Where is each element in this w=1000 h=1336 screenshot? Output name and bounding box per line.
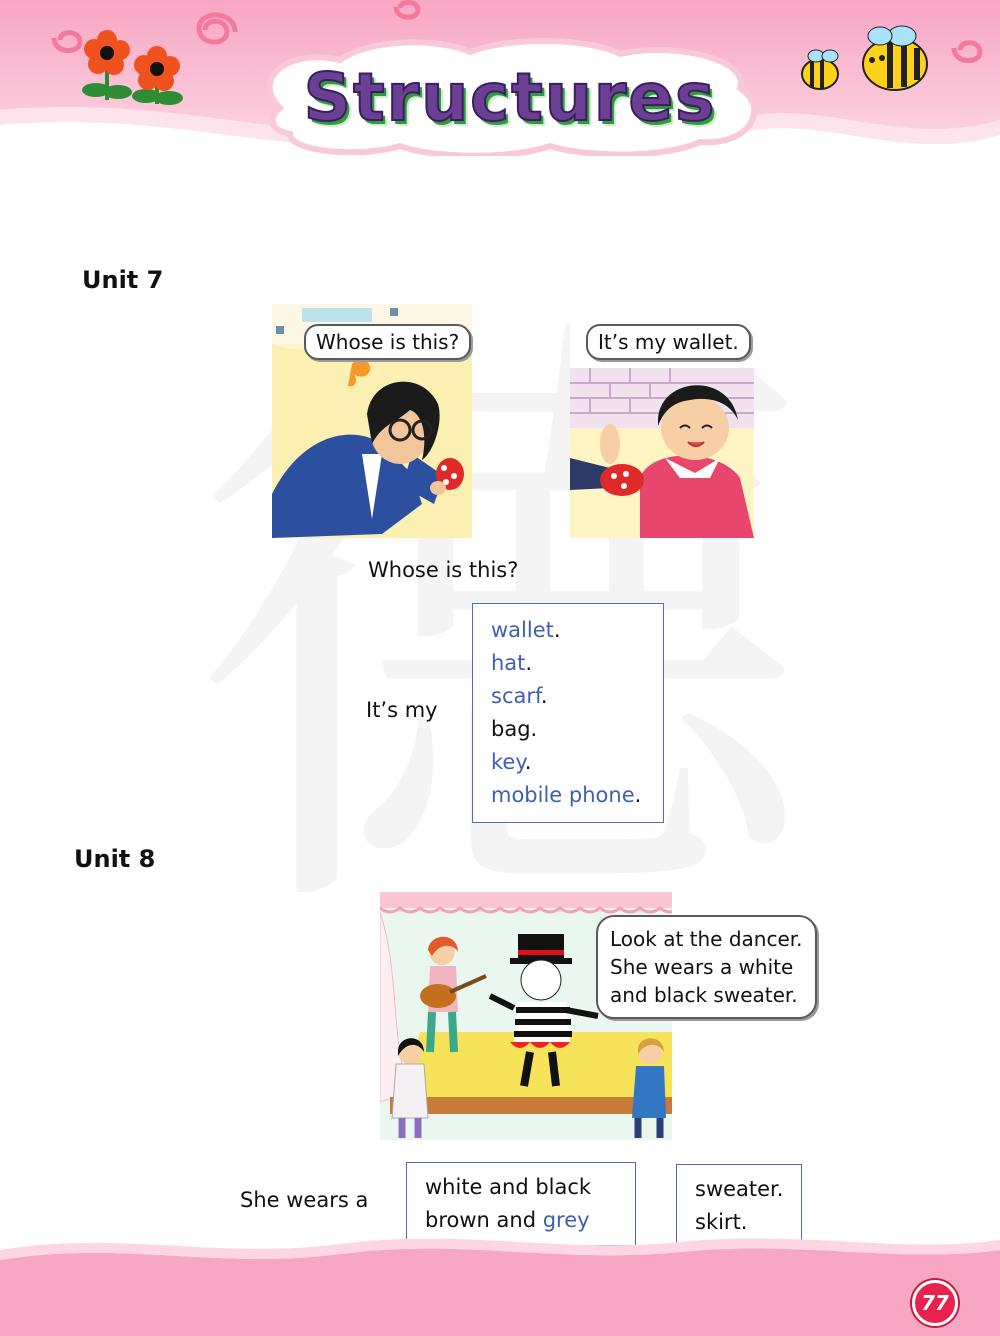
sentence-stem-she-wears-a: She wears a [240,1188,369,1212]
speech-bubble-its-my-wallet: It’s my wallet. [586,324,751,360]
footer-banner [0,1230,1000,1336]
substitution-box-possessions [472,603,664,823]
option-hat: hat. [491,651,533,675]
option-bag: bag. [491,717,538,741]
option-mobile-phone: mobile phone. [491,783,642,807]
page-title: Structures [303,58,717,136]
unit-8-heading: Unit 8 [74,845,156,873]
unit-7-heading: Unit 7 [82,266,164,294]
option-key: key. [491,750,532,774]
speech-bubble-whose-is-this: Whose is this? [304,324,471,360]
speech-bubble-look-at-the-dancer: Look at the dancer. She wears a white and black sweater. [596,915,817,1019]
option-white-and-black: white and black [425,1175,592,1199]
option-wallet: wallet. [491,618,561,642]
option-skirt: skirt. [695,1210,748,1234]
option-brown-and-grey: brown and grey [425,1208,590,1232]
sentence-stem-its-my: It’s my [366,698,438,722]
flower-icon [72,18,192,110]
bee-icon [790,22,940,102]
question-whose-is-this: Whose is this? [368,558,519,582]
page-number-badge: 77 [912,1280,958,1326]
option-sweater: sweater. [695,1177,784,1201]
option-scarf: scarf. [491,684,548,708]
